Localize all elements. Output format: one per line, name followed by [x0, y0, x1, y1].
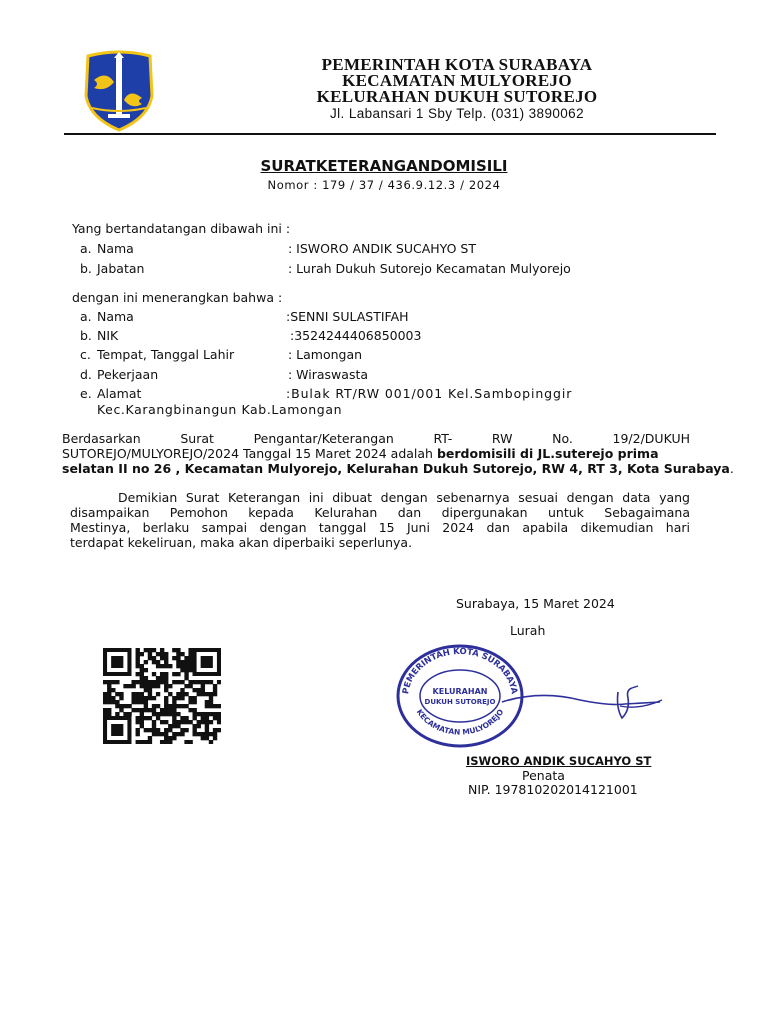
subject-value: : Lamongan — [288, 347, 363, 362]
domicile-address: selatan II no 26 , Kecamatan Mulyorejo, Kelurahan Dukuh Sutorejo, RW 4, RT 3, Kota Surabaya — [62, 461, 730, 476]
closing-paragraph-line: Demikian Surat Keterangan ini dibuat dengan sebenarnya sesuai dengan data yang — [118, 490, 690, 505]
document-number: Nomor : 179 / 37 / 436.9.12.3 / 2024 — [267, 178, 501, 192]
signatory-name: ISWORO ANDIK SUCAHYO ST — [466, 754, 652, 768]
letterhead-line-2: KECAMATAN MULYOREJO — [342, 71, 572, 90]
subject-value: :Bulak RT/RW 001/001 Kel.Sambopinggir — [286, 386, 573, 401]
basis-paragraph-line: Berdasarkan Surat Pengantar/Keterangan RT- RW No. 19/2/DUKUH — [62, 431, 690, 446]
subject-index: e. — [80, 386, 92, 401]
letterhead-line-1: PEMERINTAH KOTA SURABAYA — [321, 55, 593, 74]
basis-paragraph-line — [62, 461, 734, 477]
subject-index: a. — [80, 309, 92, 324]
subject-label: Nama — [97, 309, 134, 324]
basis-paragraph-text: SUTOREJO/MULYOREJO/2024 Tanggal 15 Maret 2024 adalah — [62, 446, 437, 461]
signatory-value: : ISWORO ANDIK SUCAHYO ST — [288, 241, 476, 256]
subject-label: Tempat, Tanggal Lahir — [97, 347, 235, 362]
stamp-ring-text: PEMERINTAH KOTA SURABAYA — [401, 646, 519, 695]
subject-label: Pekerjaan — [97, 367, 159, 382]
letterhead-divider — [64, 133, 716, 135]
stamp-center-line: KELURAHAN — [432, 687, 488, 696]
closing-paragraph-line: terdapat kekeliruan, maka akan diperbaiki seperlunya. — [70, 535, 413, 550]
subject-address-continuation: Kec.Karangbinangun Kab.Lamongan — [97, 402, 343, 417]
sentence-end: . — [729, 461, 734, 476]
place-date: Surabaya, 15 Maret 2024 — [456, 596, 615, 611]
signatory-position: Lurah — [510, 623, 546, 638]
subject-index: b. — [80, 328, 92, 343]
subject-value: :3524244406850003 — [290, 328, 422, 343]
subject-value: :SENNI SULASTIFAH — [286, 309, 409, 324]
basis-paragraph-line — [62, 446, 690, 462]
signatory-index: a. — [80, 241, 92, 256]
subject-value: : Wiraswasta — [288, 367, 369, 382]
letterhead-line-3: KELURAHAN DUKUH SUTOREJO — [316, 87, 598, 106]
handwritten-signature-icon — [500, 680, 670, 730]
signatory-intro: Yang bertandatangan dibawah ini : — [72, 221, 291, 236]
signatory-label: Nama — [97, 241, 134, 256]
closing-paragraph-line: Mestinya, berlaku sampai dengan tanggal 15 Juni 2024 dan apabila dikemudian hari — [70, 520, 690, 535]
stamp-center-line: DUKUH SUTOREJO — [424, 698, 496, 706]
document-title: SURATKETERANGANDOMISILI — [260, 157, 508, 175]
stamp-bottom-text: KECAMATAN MULYOREJO — [414, 707, 506, 737]
subject-intro: dengan ini menerangkan bahwa : — [72, 290, 283, 305]
letterhead-address: Jl. Labansari 1 Sby Telp. (031) 3890062 — [329, 106, 584, 121]
surabaya-crest-icon — [78, 48, 160, 132]
signatory-value: : Lurah Dukuh Sutorejo Kecamatan Mulyorejo — [288, 261, 571, 276]
subject-index: c. — [80, 347, 91, 362]
domicile-statement: berdomisili di JL.suterejo prima — [436, 446, 659, 461]
signatory-label: Jabatan — [97, 261, 145, 276]
subject-label: Alamat — [97, 386, 142, 401]
signatory-rank: Penata — [522, 768, 565, 783]
qr-code-icon — [103, 648, 221, 744]
signatory-index: b. — [80, 261, 92, 276]
subject-label: NIK — [97, 328, 119, 343]
closing-paragraph-line: disampaikan Pemohon kepada Kelurahan dan dipergunakan untuk Sebagaimana — [70, 505, 690, 520]
subject-index: d. — [80, 367, 92, 382]
signatory-nip: NIP. 197810202014121001 — [468, 782, 638, 797]
